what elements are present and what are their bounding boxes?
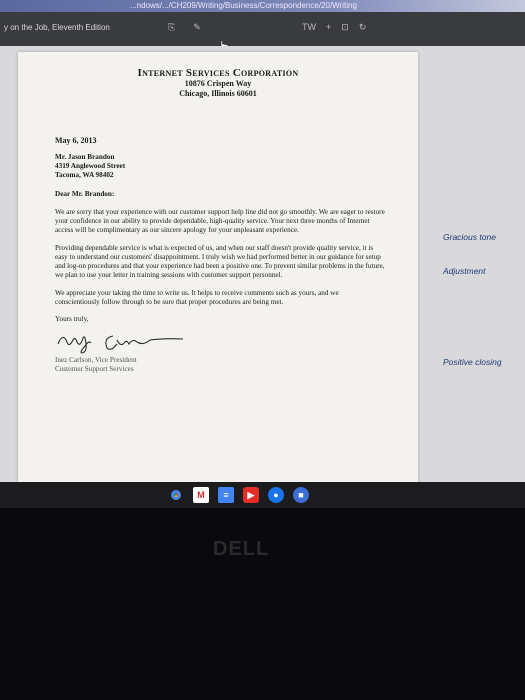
dell-logo: DELL [213,538,270,560]
closing: Yours truly, [55,315,89,323]
recipient-street: 4319 Anglewood Street [55,162,126,170]
os-shelf [0,482,525,508]
annotation-positive-closing: Positive closing [443,357,502,367]
app-icon[interactable]: ■ [293,487,309,503]
toolbar-right [302,22,366,33]
company-street: 10876 Crispen Way [184,79,252,88]
signer-department: Customer Support Services [55,365,134,373]
letter-body [55,136,385,374]
annotation-adjustment: Adjustment [443,266,486,276]
chrome-icon[interactable] [168,487,184,503]
document-viewport[interactable] [0,46,525,482]
pdf-toolbar [0,12,525,46]
annotation-gracious-tone: Gracious tone [443,232,496,242]
paragraph-2: Providing dependable service is what is expected of us, and when our staff doesn't provide quality service, it is easy to understand our customers' disappointment. I truly wish we had performed better in our guidance for setup and log-on procedures and that your experience had been a positive one. To prevent similar problems in the future, we plan to use your letter in training sessions with customer support personnel. [55,244,385,279]
recipient-city: Tacoma, WA 98402 [55,171,114,179]
address-bar[interactable] [0,0,525,12]
document-title: y on the Job, Eleventh Edition [4,23,110,32]
url-text: ...ndows/.../CH209/Writing/Business/Correspondence/20/Writing [130,1,357,10]
letter-date: May 6, 2013 [55,136,97,145]
greeting: Dear Mr. Brandon: [55,190,115,198]
signer-name: Inez Carlson, Vice President [55,356,137,364]
letter-page [18,52,418,482]
laptop-bezel [0,508,525,700]
recipient-address [55,153,385,180]
zoom-label[interactable]: TW [302,22,316,32]
toolbar-icons [168,22,201,33]
company-city: Chicago, Illinois 60601 [179,89,257,98]
files-icon[interactable]: ● [268,487,284,503]
recipient-name: Mr. Jason Brandon [55,153,115,161]
youtube-icon[interactable]: ▶ [243,487,259,503]
pen-icon[interactable]: ✎ [193,22,201,32]
letterhead [18,67,418,99]
rotate-icon[interactable]: ↻ [358,22,367,32]
shelf-apps [168,487,309,503]
docs-icon[interactable]: ≡ [218,487,234,503]
page-icon[interactable]: ⎘ [168,22,176,32]
plus-icon[interactable]: + [326,22,332,32]
paragraph-3: We appreciate your taking the time to write us. It helps to receive comments such as yours, and we conscientiously follow through to be sure that proper procedures are being met. [55,289,339,306]
signature-icon [55,326,385,356]
paragraph-1: We are sorry that your experience with our customer support help line did not go smoothly. We are eager to restore your confidence in our ability to provide dependable, high-quality service. Your next three months of Internet access will be complimentary as our sincere apology for your unpleasant experience. [55,208,385,234]
company-name: Internet Services Corporation [137,67,299,79]
gmail-icon[interactable]: M [193,487,209,503]
fit-page-icon[interactable]: ⊡ [341,22,349,32]
